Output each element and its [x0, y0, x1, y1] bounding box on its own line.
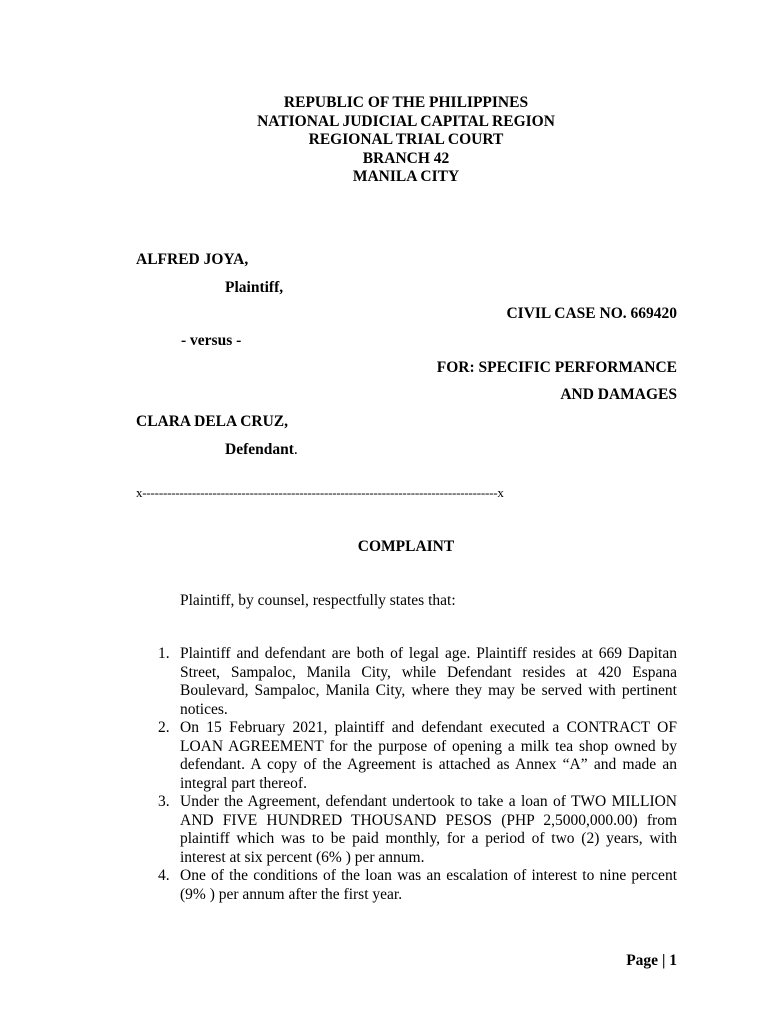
- defendant-name: CLARA DELA CRUZ,: [136, 413, 289, 430]
- case-number: CIVIL CASE NO. 669420: [506, 305, 677, 322]
- allegation-item: [136, 719, 677, 793]
- page-footer: [626, 952, 677, 970]
- header-line-branch: BRANCH 42: [362, 149, 450, 167]
- item-number: 4.: [158, 867, 170, 884]
- plaintiff-name: ALFRED JOYA,: [136, 251, 249, 268]
- defendant-role: Defendant: [225, 441, 294, 458]
- page-separator: |: [661, 952, 666, 969]
- item-number: 1.: [158, 645, 170, 662]
- allegations-list: [136, 645, 677, 904]
- versus-label: - versus -: [181, 332, 242, 349]
- page-label: Page: [626, 952, 659, 969]
- page-number: 1: [669, 952, 677, 969]
- document-title: COMPLAINT: [357, 538, 455, 555]
- defendant-role-punct: .: [293, 441, 298, 458]
- item-number: 3.: [158, 793, 170, 810]
- intro-statement: Plaintiff, by counsel, respectfully states that:: [180, 592, 456, 609]
- header-line-court: REGIONAL TRIAL COURT: [308, 131, 504, 148]
- item-text: On 15 February 2021, plaintiff and defendant executed a CONTRACT OF LOAN AGREEMENT for the purpose of opening a milk tea shop owned by defendant. A copy of the Agreement is attached as Annex “A” and made an integral part thereof.: [180, 719, 677, 792]
- court-header: [0, 94, 768, 187]
- item-text: Under the Agreement, defendant undertook to take a loan of TWO MILLION AND FIVE HUNDRED THOUSAND PESOS (PHP 2,5000,000.00) from plaintiff which was to be paid monthly, for a period of two (2) years, with interest at six percent (6% ) per annum.: [180, 793, 677, 866]
- caption-divider: x--------------------------------------------------------------------------------------x: [136, 485, 504, 500]
- allegation-item: [136, 867, 677, 904]
- allegation-item: [136, 645, 677, 719]
- item-text: Plaintiff and defendant are both of legal age. Plaintiff resides at 669 Dapitan Street, Sampaloc, Manila City, while Defendant resides at 420 Espana Boulevard, Sampaloc, Manila City, where they may be served with pertinent notices.: [180, 645, 677, 718]
- header-line-region: NATIONAL JUDICIAL CAPITAL REGION: [257, 112, 555, 130]
- case-nature-line-2: AND DAMAGES: [560, 386, 677, 403]
- defendant-role-line: [225, 441, 298, 459]
- header-line-city: MANILA CITY: [352, 168, 460, 185]
- item-text: One of the conditions of the loan was an escalation of interest to nine percent (9% ) per annum after the first year.: [180, 867, 677, 903]
- item-number: 2.: [158, 719, 170, 736]
- plaintiff-role: Plaintiff,: [225, 279, 284, 296]
- header-line-republic: REPUBLIC OF THE PHILIPPINES: [283, 94, 529, 111]
- case-nature-line-1: FOR: SPECIFIC PERFORMANCE: [436, 359, 677, 376]
- allegation-item: [136, 793, 677, 867]
